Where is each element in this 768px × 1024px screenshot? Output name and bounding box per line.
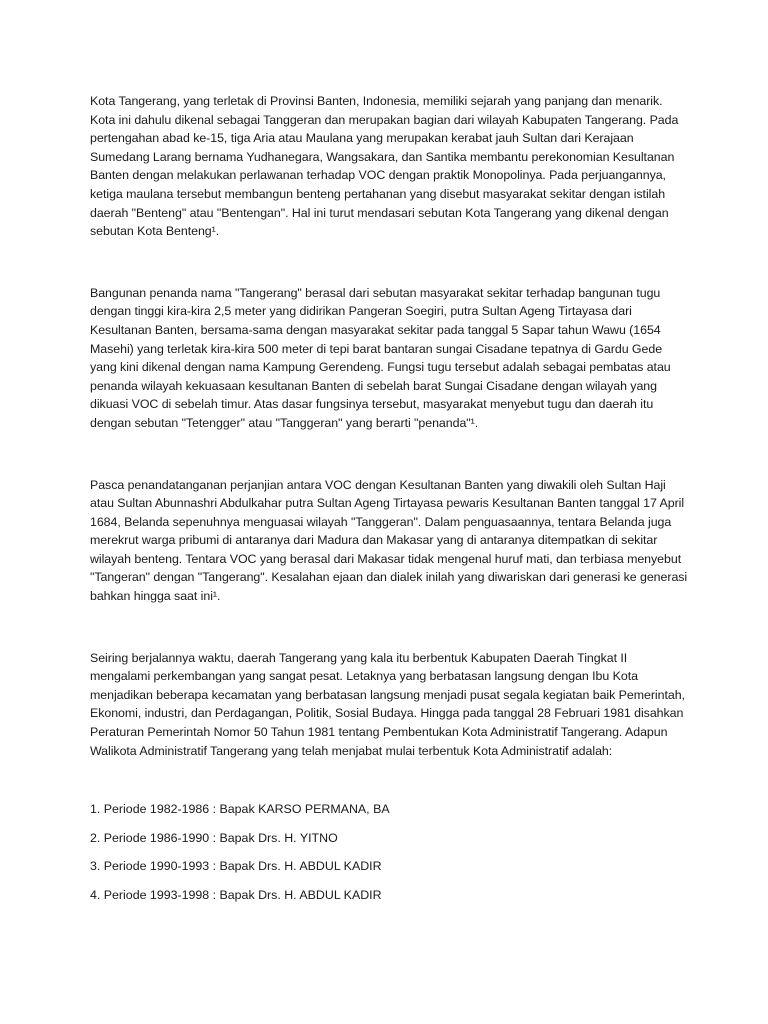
mayor-period-list — [90, 800, 690, 904]
list-item: 4. Periode 1993-1998 : Bapak Drs. H. ABDUL KADIR — [90, 888, 382, 902]
paragraph-history-intro: Kota Tangerang, yang terletak di Provinsi Banten, Indonesia, memiliki sejarah yang panjang dan menarik. Kota ini dahulu dikenal sebagai Tanggeran dan merupakan bagian dari wilayah Kabupaten Tangerang. Pada pertengahan abad ke-15, tiga Aria atau Maulana yang merupakan kerabat jauh Sultan dari Kerajaan Sumedang Larang bernama Yudhanegara, Wangsakara, dan Santika membantu perekonomian Kesultanan Banten dengan melakukan perlawanan terhadap VOC dengan praktik Monopolinya. Pada perjuangannya, ketiga maulana tersebut membangun benteng pertahanan yang disebut masyarakat sekitar dengan istilah daerah "Benteng" atau "Bentengan". Hal ini turut mendasari sebutan Kota Tangerang yang dikenal dengan sebutan Kota Benteng¹. — [90, 94, 679, 239]
paragraph-voc-agreement: Pasca penandatanganan perjanjian antara VOC dengan Kesultanan Banten yang diwakili oleh Sultan Haji atau Sultan Abunnashri Abdulkahar putra Sultan Ageng Tirtayasa pewaris Kesultanan Banten tanggal 17 April 1684, Belanda sepenuhnya menguasai wilayah "Tanggeran". Dalam penguasaannya, tentara Belanda juga merekrut warga pribumi di antaranya dari Madura dan Makasar yang di antaranya ditempatkan di sekitar wilayah benteng. Tentara VOC yang berasal dari Makasar tidak mengenal huruf mati, dan terbiasa menyebut "Tangeran" dengan "Tangerang". Kesalahan ejaan dan dialek inilah yang diwariskan dari generasi ke generasi bahkan hingga saat ini¹. — [90, 477, 688, 604]
document-page — [90, 92, 690, 915]
list-item: 2. Periode 1986-1990 : Bapak Drs. H. YITNO — [90, 830, 338, 845]
paragraph-administrative-city: Seiring berjalannya waktu, daerah Tangerang yang kala itu berbentuk Kabupaten Daerah Tingkat II mengalami perkembangan yang sangat pesat. Letaknya yang berbatasan langsung dengan Ibu Kota menjadikan beberapa kecamatan yang berbatasan langsung menjadi pusat segala kegiatan baik Pemerintah, Ekonomi, industri, dan Perdagangan, Politik, Sosial Budaya. Hingga pada tanggal 28 Februari 1981 disahkan Peraturan Pemerintah Nomor 50 Tahun 1981 tentang Pembentukan Kota Administratif Tangerang. Adapun Walikota Administratif Tangerang yang telah menjabat mulai terbentuk Kota Administratif adalah: — [90, 650, 685, 758]
paragraph-tugu-marker: Bangunan penanda nama "Tangerang" berasal dari sebutan masyarakat sekitar terhadap bangunan tugu dengan tinggi kira-kira 2,5 meter yang didirikan Pangeran Soegiri, putra Sultan Ageng Tirtayasa dari Kesultanan Banten, bersama-sama dengan masyarakat sekitar pada tanggal 5 Sapar tahun Wawu (1654 Masehi) yang terletak kira-kira 500 meter di tepi barat bantaran sungai Cisadane tepatnya di Gardu Gede yang kini dikenal dengan nama Kampung Gerendeng. Fungsi tugu tersebut adalah sebagai pembatas atau penanda wilayah kekuasaan kesultanan Banten di sebelah barat Sungai Cisadane dengan wilayah yang dikuasi VOC di sebelah timur. Atas dasar fungsinya tersebut, masyarakat menyebut tugu dan daerah itu dengan sebutan "Tetengger" atau "Tanggeran" yang berarti "penanda"¹. — [90, 285, 671, 430]
list-item: 1. Periode 1982-1986 : Bapak KARSO PERMANA, BA — [90, 802, 390, 817]
list-item: 3. Periode 1990-1993 : Bapak Drs. H. ABDUL KADIR — [90, 859, 382, 874]
